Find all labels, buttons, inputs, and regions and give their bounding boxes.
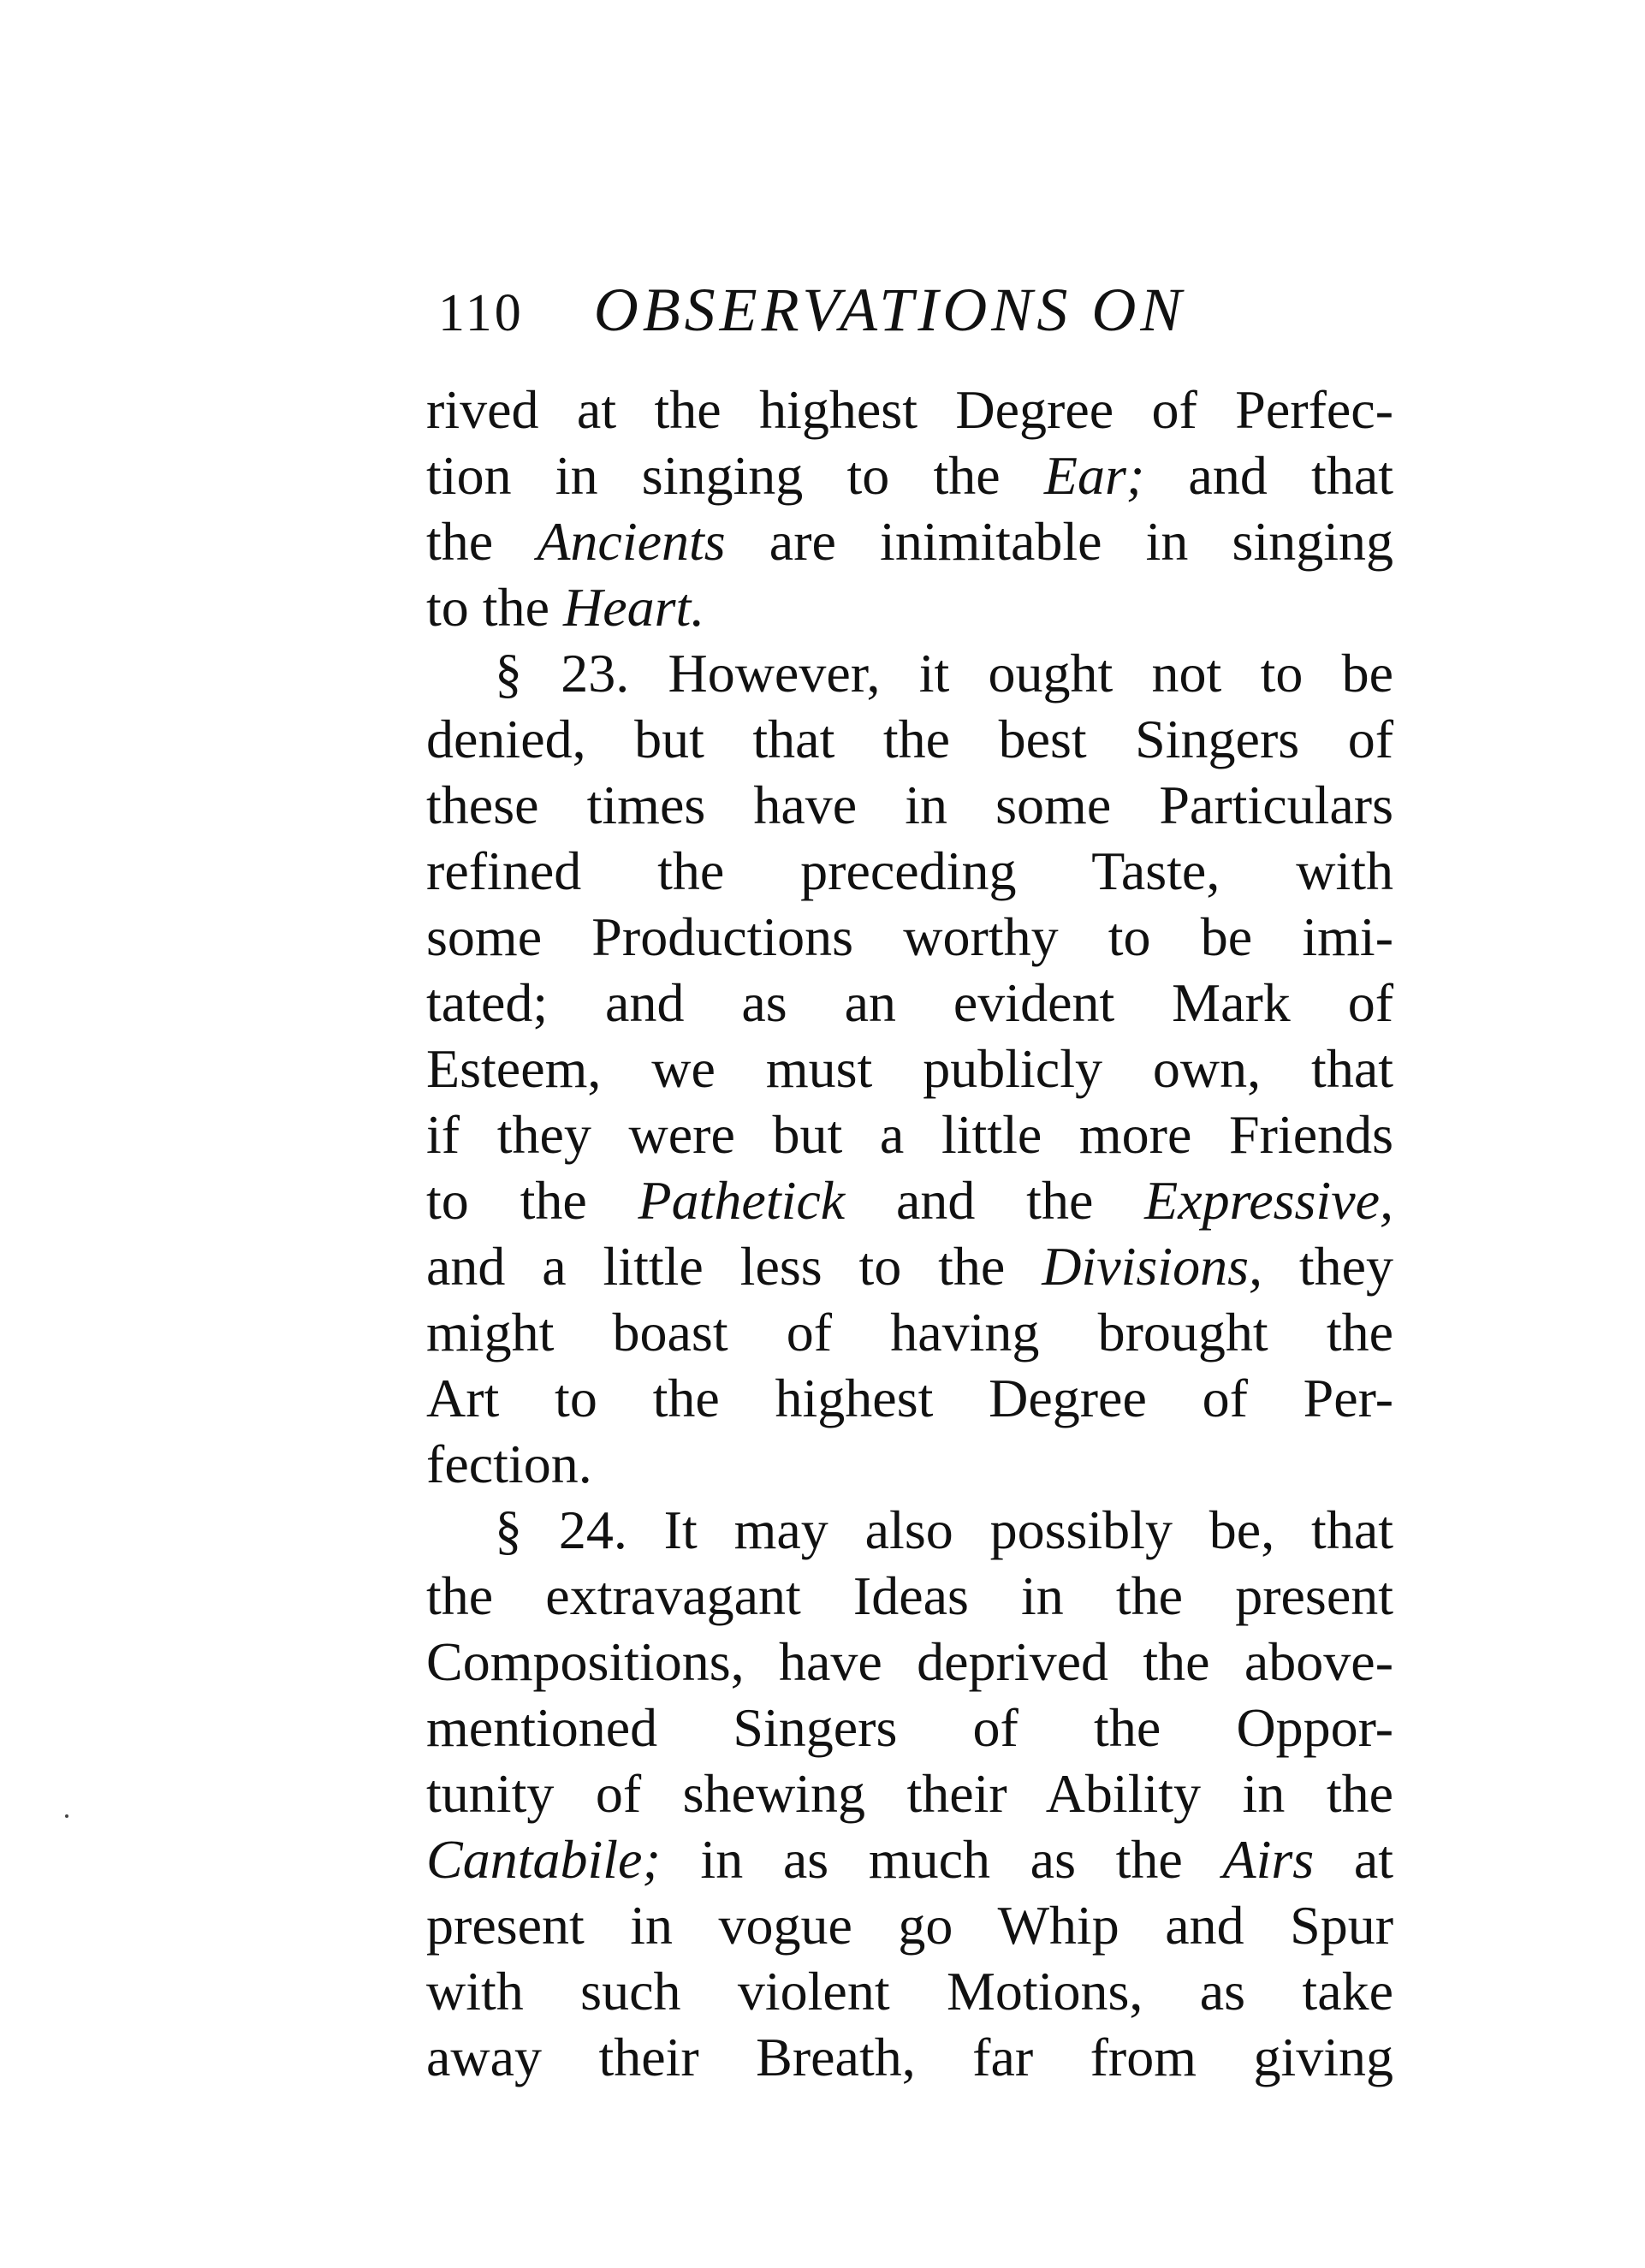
italic-term: Cantabile;	[426, 1829, 661, 1890]
text-segment: the	[426, 511, 537, 572]
text-line	[426, 1892, 1393, 1958]
text-segment: and a little less to the	[426, 1236, 1042, 1297]
text-line	[426, 706, 1393, 772]
text-segment: they	[1262, 1236, 1394, 1297]
text-line	[426, 442, 1393, 508]
text-line	[426, 1101, 1393, 1167]
text-line	[426, 1233, 1393, 1299]
italic-term: Expressive,	[1144, 1170, 1394, 1231]
section-24-start	[426, 1497, 1393, 1563]
text-segment: some Productions worthy to be imi-	[426, 906, 1393, 967]
text-segment: Art to the highest Degree of Per-	[426, 1368, 1393, 1428]
text-line	[426, 377, 1393, 442]
text-segment: at	[1314, 1829, 1393, 1890]
text-segment: are inimitable in singing	[725, 511, 1394, 572]
text-line	[426, 838, 1393, 904]
text-segment: denied, but that the best Singers of	[426, 709, 1393, 769]
section-23-start	[426, 640, 1393, 706]
text-line	[426, 1299, 1393, 1365]
page-number: 110	[438, 284, 524, 342]
text-line	[426, 1036, 1393, 1101]
text-segment: and the	[845, 1170, 1145, 1231]
italic-term: Pathetick	[638, 1170, 846, 1231]
text-segment: the extravagant Ideas in the present	[426, 1565, 1393, 1626]
italic-term: Airs	[1222, 1829, 1315, 1890]
paragraph-end-line	[426, 1431, 1393, 1497]
text-line	[426, 904, 1393, 970]
text-line	[426, 1958, 1393, 2024]
scan-speck	[65, 1814, 68, 1818]
text-segment: rived at the highest Degree of Perfec-	[426, 379, 1393, 440]
italic-term: Ancients	[537, 511, 726, 572]
text-segment: these times have in some Particulars	[426, 775, 1393, 835]
text-line	[426, 1760, 1393, 1826]
text-segment: with such violent Motions, as take	[426, 1961, 1393, 2022]
running-title: OBSERVATIONS ON	[593, 276, 1186, 344]
text-segment: tunity of shewing their Ability in the	[426, 1763, 1393, 1824]
text-segment: in as much as the	[660, 1829, 1223, 1890]
text-segment: away their Breath, far from giving	[426, 2027, 1393, 2087]
text-segment: to the	[426, 577, 563, 638]
text-line	[426, 1365, 1393, 1431]
text-segment: if they were but a little more Friends	[426, 1104, 1393, 1165]
italic-term: Divisions,	[1042, 1236, 1262, 1297]
text-segment: might boast of having brought the	[426, 1302, 1393, 1363]
text-line	[426, 1629, 1393, 1695]
text-segment: § 24. It may also possibly be, that	[495, 1499, 1393, 1560]
text-segment: tated; and as an evident Mark of	[426, 972, 1393, 1033]
text-line	[426, 2024, 1393, 2090]
text-line	[426, 1695, 1393, 1760]
text-line	[426, 1167, 1393, 1233]
text-line	[426, 772, 1393, 838]
body-text	[426, 377, 1393, 2090]
italic-term: Ear;	[1043, 445, 1145, 506]
text-segment: and that	[1144, 445, 1393, 506]
text-segment: Compositions, have deprived the above-	[426, 1631, 1393, 1692]
text-line	[426, 1826, 1393, 1892]
paragraph-end-line	[426, 574, 1393, 640]
running-head	[438, 267, 1397, 353]
text-line	[426, 1563, 1393, 1629]
text-line	[426, 508, 1393, 574]
text-segment: present in vogue go Whip and Spur	[426, 1895, 1393, 1956]
text-segment: to the	[426, 1170, 638, 1231]
text-segment: tion in singing to the	[426, 445, 1044, 506]
text-segment: § 23. However, it ought not to be	[495, 643, 1393, 704]
italic-term: Heart.	[562, 577, 705, 638]
text-segment: refined the preceding Taste, with	[426, 840, 1393, 901]
text-line	[426, 970, 1393, 1036]
text-segment: mentioned Singers of the Oppor-	[426, 1697, 1393, 1758]
text-segment: Esteem, we must publicly own, that	[426, 1038, 1393, 1099]
text-segment: fection.	[426, 1434, 592, 1494]
